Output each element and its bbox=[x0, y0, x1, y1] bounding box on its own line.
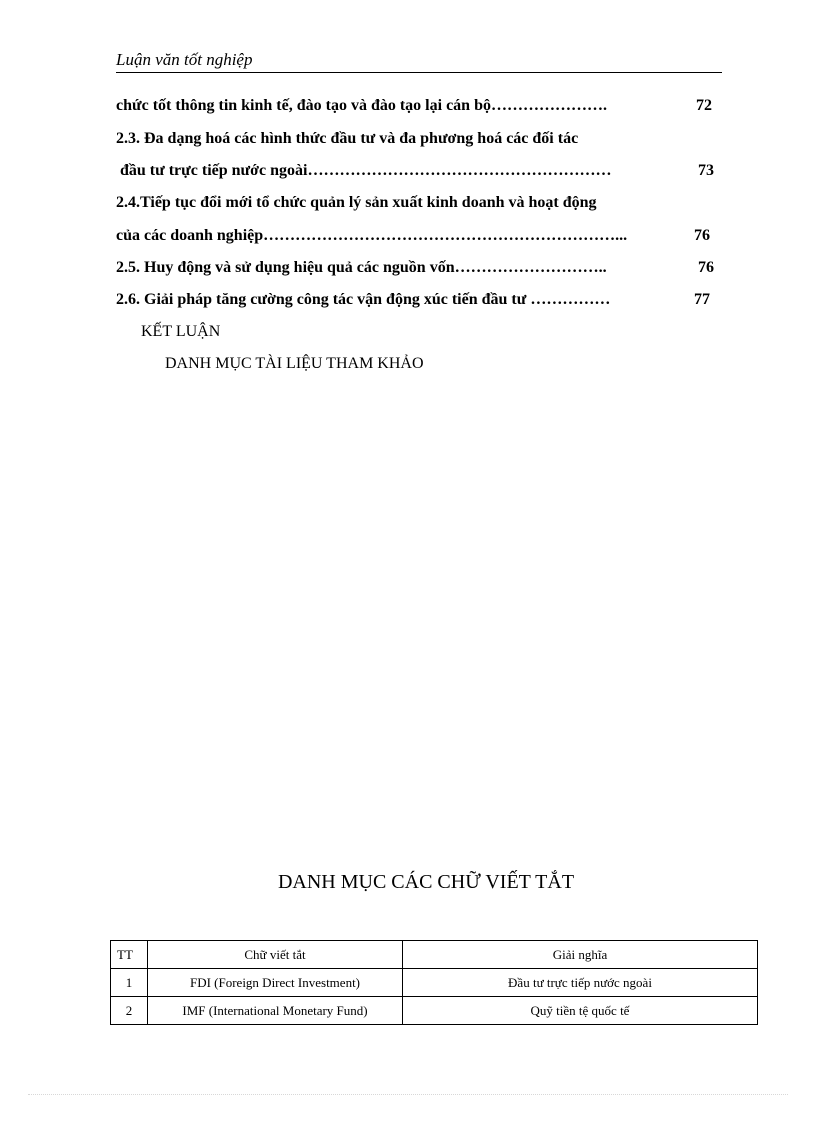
table-of-contents bbox=[0, 0, 816, 400]
toc-entry-page: 73 bbox=[698, 162, 714, 179]
toc-entry-page: 77 bbox=[694, 291, 710, 308]
toc-entry-text: 2.5. Huy động và sử dụng hiệu quả các nguồn vốn……………………….. bbox=[116, 259, 607, 276]
table-header-row bbox=[111, 941, 758, 969]
abbreviations-title: DANH MỤC CÁC CHỮ VIẾT TẮT bbox=[277, 871, 575, 893]
toc-entry-text: chức tốt thông tin kinh tế, đào tạo và đào tạo lại cán bộ…………………. bbox=[116, 97, 607, 114]
table-cell: Đầu tư trực tiếp nước ngoài bbox=[403, 969, 758, 997]
abbreviations-table bbox=[110, 940, 758, 1025]
toc-entry-text: đầu tư trực tiếp nước ngoài………………………………………………… bbox=[120, 162, 612, 179]
table-row bbox=[111, 997, 758, 1025]
toc-entry-text: 2.4.Tiếp tục đổi mới tổ chức quản lý sản xuất kinh doanh và hoạt động bbox=[116, 194, 597, 211]
column-header: TT bbox=[111, 941, 148, 969]
table-cell: 1 bbox=[111, 969, 148, 997]
toc-entry bbox=[120, 161, 611, 181]
column-header: Giải nghĩa bbox=[403, 941, 758, 969]
toc-entry-text: 2.3. Đa dạng hoá các hình thức đầu tư và đa phương hoá các đối tác bbox=[116, 130, 579, 147]
table-cell: 2 bbox=[111, 997, 148, 1025]
table-cell: Quỹ tiền tệ quốc tế bbox=[403, 997, 758, 1025]
toc-entry-page: 76 bbox=[694, 227, 710, 244]
toc-entry bbox=[116, 193, 597, 213]
toc-entry-page: 72 bbox=[696, 97, 712, 114]
toc-entry bbox=[116, 290, 610, 310]
toc-entry-text: DANH MỤC TÀI LIỆU THAM KHẢO bbox=[165, 355, 424, 372]
column-header: Chữ viết tắt bbox=[148, 941, 403, 969]
toc-entry bbox=[116, 129, 578, 149]
table-cell: FDI (Foreign Direct Investment) bbox=[148, 969, 403, 997]
toc-entry-conclusion bbox=[141, 322, 220, 342]
toc-entry-page: 76 bbox=[698, 259, 714, 276]
table-cell: IMF (International Monetary Fund) bbox=[148, 997, 403, 1025]
toc-entry-text: 2.6. Giải pháp tăng cường công tác vận động xúc tiến đầu tư …………… bbox=[116, 291, 611, 308]
header-title: Luận văn tốt nghiệp bbox=[116, 50, 253, 69]
toc-entry bbox=[116, 96, 607, 116]
table-row bbox=[111, 969, 758, 997]
footer-divider bbox=[28, 1094, 788, 1095]
toc-entry-references bbox=[165, 354, 424, 374]
toc-entry-text: của các doanh nghiệp…………………………………………………………... bbox=[116, 227, 628, 244]
toc-entry-text: KẾT LUẬN bbox=[141, 323, 221, 340]
toc-entry bbox=[116, 258, 607, 278]
toc-entry bbox=[116, 226, 627, 246]
